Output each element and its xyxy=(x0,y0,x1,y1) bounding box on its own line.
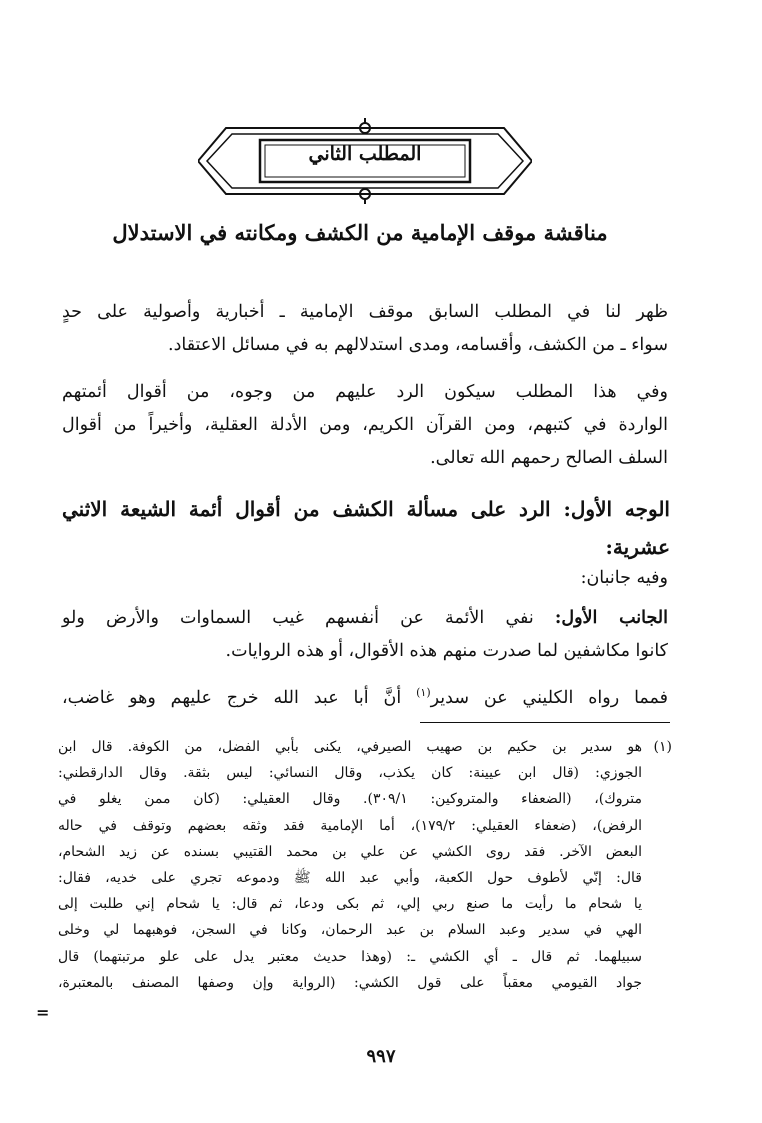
footnote-number: (١) xyxy=(653,739,672,755)
page-number: ٩٩٧ xyxy=(366,1046,396,1067)
side-one xyxy=(62,602,668,668)
paragraph-line: السلف الصالح رحمهم الله تعالى. xyxy=(430,448,668,468)
paragraph-line: سواء ـ من الكشف، وأقسامه، ومدى استدلالهم به في مسائل الاعتقاد. xyxy=(168,335,668,355)
footnote-line xyxy=(58,734,672,760)
side-one-label: الجانب الأول: xyxy=(554,608,668,628)
side-one-text: نفي الأئمة عن أنفسهم غيب السماوات والأرض ولو xyxy=(62,608,534,628)
side-one-line xyxy=(62,602,668,635)
main-heading: مناقشة موقف الإمامية من الكشف ومكانته في الاستدلال xyxy=(112,220,608,245)
footnote-line: قال: إنّي لأطوف حول الكعبة، وأبي عبد الله ﷺ ودموعه تجري على خديه، فقال: xyxy=(58,870,642,887)
footnote-line: الهي في سدير وعبد السلام بن عبد الرحمان، وكانا في السجن، فوهبهما لي وخلى xyxy=(58,922,642,939)
side-one-line: كانوا مكاشفين لما صدرت منهم هذه الأقوال، أو هذه الروايات. xyxy=(225,641,668,661)
footnote-line: متروك)، (الضعفاء والمتروكين: ٣٠٩/١). وقال العقيلي: (كان ممن يغلو في xyxy=(58,791,642,808)
footnote xyxy=(58,734,672,996)
sub-intro: وفيه جانبان: xyxy=(580,568,668,588)
section-heading-line: عشرية: xyxy=(605,535,670,559)
footnote-divider xyxy=(420,722,670,723)
footnote-line: الرفض)، (ضعفاء العقيلي: ١٧٩/٢)، أما الإمامية فقد وثقه بعضهم وتوقف في حاله xyxy=(58,817,642,834)
narration-text: فمما رواه الكليني عن سدير xyxy=(430,687,669,708)
footnote-line: سبيلهما. ثم قال ـ أي الكشي ـ: (وهذا حديث معتبر يدل على علو مرتبتهما) قال xyxy=(58,948,642,965)
footnote-ref: (١) xyxy=(416,686,431,699)
paragraph-line: ظهر لنا في المطلب السابق موقف الإمامية ـ أخبارية وأصولية على حدٍ xyxy=(62,302,668,322)
footnote-continuation-mark: = xyxy=(36,1003,50,1022)
footnote-line: يا شحام ما رأيت ما صنع ربي إلي، ثم بكى ودعا، ثم قال: يا شحام إني طلبت إلى xyxy=(58,896,642,913)
narration xyxy=(62,676,668,715)
narration-line xyxy=(62,676,668,715)
paragraph-1 xyxy=(62,296,668,362)
footnote-line: جواد القيومي معقباً على قول الكشي: (الرواية وإن وصفها المصنف بالمعتبرة، xyxy=(58,974,642,991)
footnote-line: الجوزي: (قال ابن عيينة: كان يكذب، وقال النسائي: ليس بثقة. وقال الدارقطني: xyxy=(58,765,642,782)
section-heading xyxy=(62,490,670,566)
section-heading-line: الوجه الأول: الرد على مسألة الكشف من أقوال أئمة الشيعة الاثني xyxy=(62,497,670,521)
footnote-text: هو سدير بن حكيم بن صهيب الصيرفي، يكنى بأبي الفضل، من الكوفة. قال ابن xyxy=(58,739,642,755)
section-label: المطلب الثاني xyxy=(308,143,422,165)
paragraph-2 xyxy=(62,376,668,475)
paragraph-line: الواردة في كتبهم، ومن القرآن الكريم، ومن الأدلة العقلية، وأخيراً من أقوال xyxy=(62,415,668,435)
paragraph-line: وفي هذا المطلب سيكون الرد عليهم من وجوه، من أقوال أئمتهم xyxy=(62,382,668,402)
narration-text: أنَّ أبا عبد الله خرج عليهم وهو غاضب، xyxy=(62,687,417,708)
footnote-line: البعض الآخر. فقد روى الكشي عن علي بن محمد القتيبي بسنده عن زيد الشحام، xyxy=(58,843,642,860)
section-title-frame xyxy=(198,118,532,204)
